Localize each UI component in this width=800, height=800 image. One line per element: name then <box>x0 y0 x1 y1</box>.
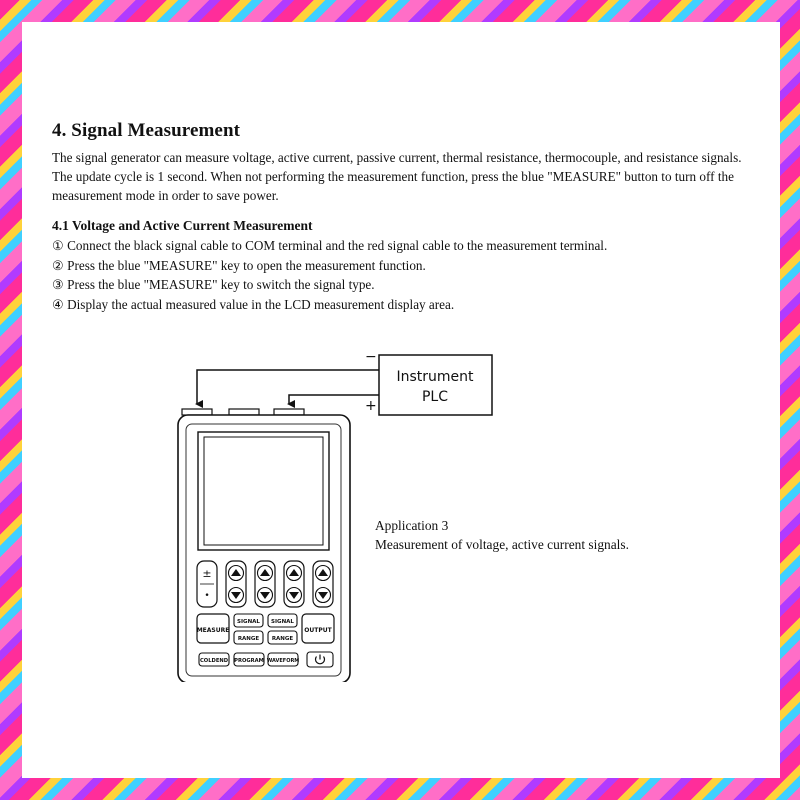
measure-terminal <box>274 409 304 415</box>
minus-sign: − <box>365 349 377 365</box>
measure-key-label: MEASURE <box>196 627 230 634</box>
lcd-screen <box>204 437 323 545</box>
com-terminal <box>182 409 212 415</box>
caption-title: Application 3 <box>375 518 449 533</box>
subsection-title: 4.1 Voltage and Active Current Measurement <box>52 218 313 233</box>
document-page <box>22 22 780 778</box>
instrument-label: Instrument <box>396 369 474 385</box>
dot-label: • <box>204 591 210 601</box>
step-1: ① Connect the black signal cable to COM terminal and the red signal cable to the measurement terminal. <box>52 238 608 253</box>
middle-terminal <box>229 409 259 415</box>
digit-up-down-key-1 <box>226 561 246 607</box>
negative-wire <box>197 370 379 404</box>
digit-up-down-key-4 <box>313 561 333 607</box>
signal-key-2-label: SIGNAL <box>271 619 294 625</box>
plc-label: PLC <box>421 389 449 405</box>
signal-key-1-label: SIGNAL <box>237 619 260 625</box>
range-key-1-label: RANGE <box>237 636 260 642</box>
section-title: 4. Signal Measurement <box>52 120 241 141</box>
text-content <box>52 120 762 314</box>
program-key-label: PROGRAM <box>234 658 264 664</box>
caption-text: Measurement of voltage, active current signals. <box>375 537 629 552</box>
digit-up-down-key-2 <box>255 561 275 607</box>
step-list <box>52 236 762 314</box>
wiring-diagram <box>152 332 502 682</box>
output-key-label: OUTPUT <box>304 627 332 634</box>
plusminus-label: ± <box>202 567 212 580</box>
section-intro: The signal generator can measure voltage, active current, passive current, thermal resistance, thermocouple, and resistance signals. The update cycle is 1 second. When not performing the measurement function, press the blue "MEASURE" button to turn off the measurement mode in order to save power. <box>52 150 742 203</box>
range-key-2-label: RANGE <box>271 636 294 642</box>
instrument-plc-box <box>379 355 492 415</box>
power-icon <box>307 652 333 667</box>
coldend-key-label: COLDEND <box>199 658 229 664</box>
digit-up-down-key-3 <box>284 561 304 607</box>
step-4: ④ Display the actual measured value in the LCD measurement display area. <box>52 296 455 312</box>
waveform-key-label: WAVEFORM <box>266 658 300 664</box>
figure-caption <box>375 516 629 554</box>
step-3: ③ Press the blue "MEASURE" key to switch the signal type. <box>52 277 375 292</box>
step-2: ② Press the blue "MEASURE" key to open the measurement function. <box>52 257 426 273</box>
plus-sign: + <box>365 398 377 414</box>
